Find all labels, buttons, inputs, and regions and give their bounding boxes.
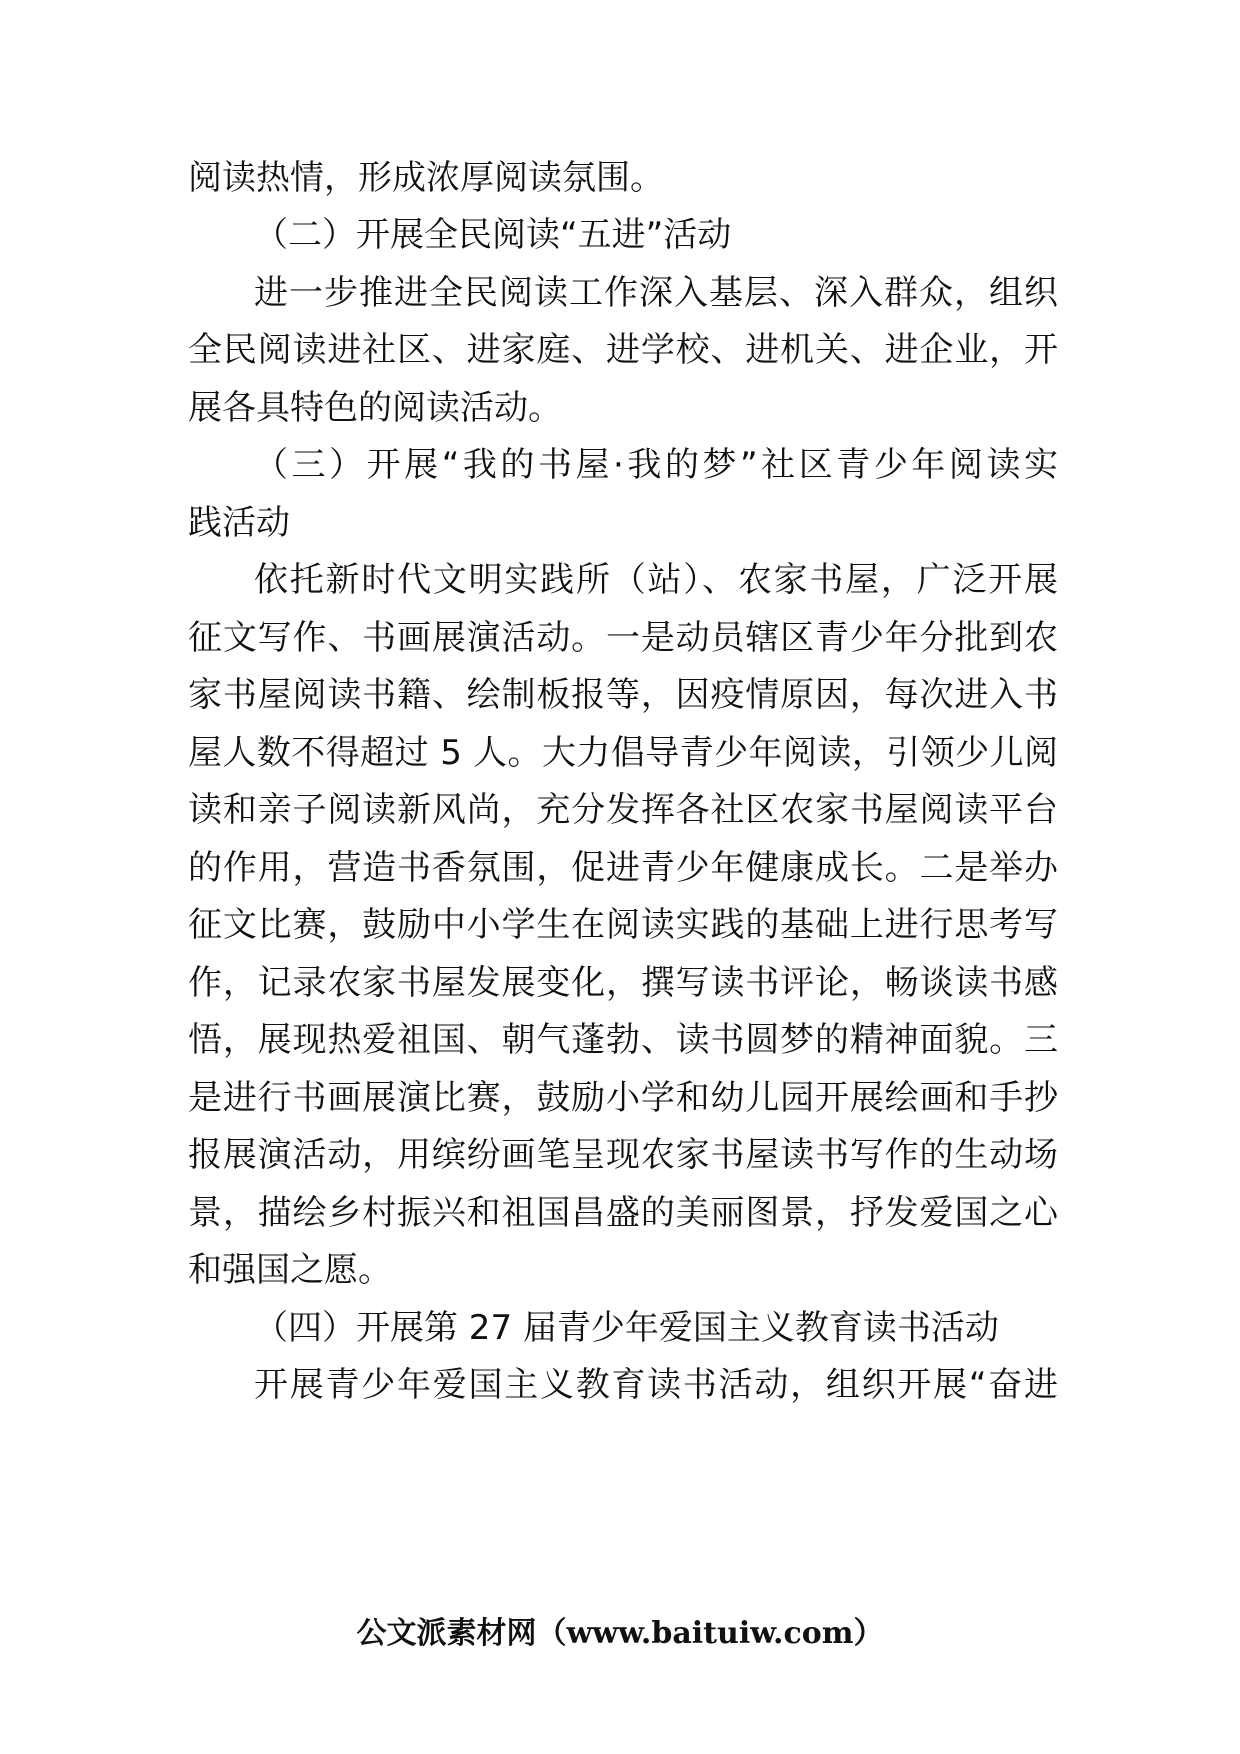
paragraph-line: 全民阅读进社区、进家庭、进学校、进机关、进企业，开 (188, 330, 1058, 370)
paragraph-line: 开展青少年爱国主义教育读书活动，组织开展“奋进 (254, 1365, 1058, 1405)
paragraph-line: 阅读热情，形成浓厚阅读氛围。 (188, 158, 664, 198)
paragraph-line: 景，描绘乡村振兴和祖国昌盛的美丽图景，抒发爱国之心 (188, 1193, 1058, 1233)
paragraph-line: 读和亲子阅读新风尚，充分发挥各社区农家书屋阅读平台 (188, 790, 1058, 830)
section-heading-continued: 践活动 (188, 503, 290, 543)
paragraph-line: 家书屋阅读书籍、绘制板报等，因疫情原因，每次进入书 (188, 675, 1058, 715)
paragraph-line: 依托新时代文明实践所（站）、农家书屋，广泛开展 (254, 560, 1058, 600)
paragraph-line: 展各具特色的阅读活动。 (188, 388, 562, 428)
paragraph-line: 作，记录农家书屋发展变化，撰写读书评论，畅谈读书感 (188, 963, 1058, 1003)
section-heading: （三）开展“我的书屋·我的梦”社区青少年阅读实 (254, 445, 1058, 485)
paragraph-line: 的作用，营造书香氛围，促进青少年健康成长。二是举办 (188, 848, 1058, 888)
paragraph-line: 报展演活动，用缤纷画笔呈现农家书屋读书写作的生动场 (188, 1135, 1058, 1175)
paragraph-line: 是进行书画展演比赛，鼓励小学和幼儿园开展绘画和手抄 (188, 1078, 1058, 1118)
paragraph-line: 征文写作、书画展演活动。一是动员辖区青少年分批到农 (188, 618, 1058, 658)
section-heading: （二）开展全民阅读“五进”活动 (254, 215, 732, 255)
footer-watermark: 公文派素材网（www.baituiw.com） (356, 1616, 884, 1651)
section-heading: （四）开展第 27 届青少年爱国主义教育读书活动 (254, 1308, 999, 1348)
paragraph-line: 征文比赛，鼓励中小学生在阅读实践的基础上进行思考写 (188, 905, 1058, 945)
paragraph-line: 进一步推进全民阅读工作深入基层、深入群众，组织 (254, 273, 1058, 313)
paragraph-line: 和强国之愿。 (188, 1250, 392, 1290)
paragraph-line: 悟，展现热爱祖国、朝气蓬勃、读书圆梦的精神面貌。三 (188, 1020, 1058, 1060)
paragraph-line: 屋人数不得超过 5 人。大力倡导青少年阅读，引领少儿阅 (188, 733, 1058, 773)
